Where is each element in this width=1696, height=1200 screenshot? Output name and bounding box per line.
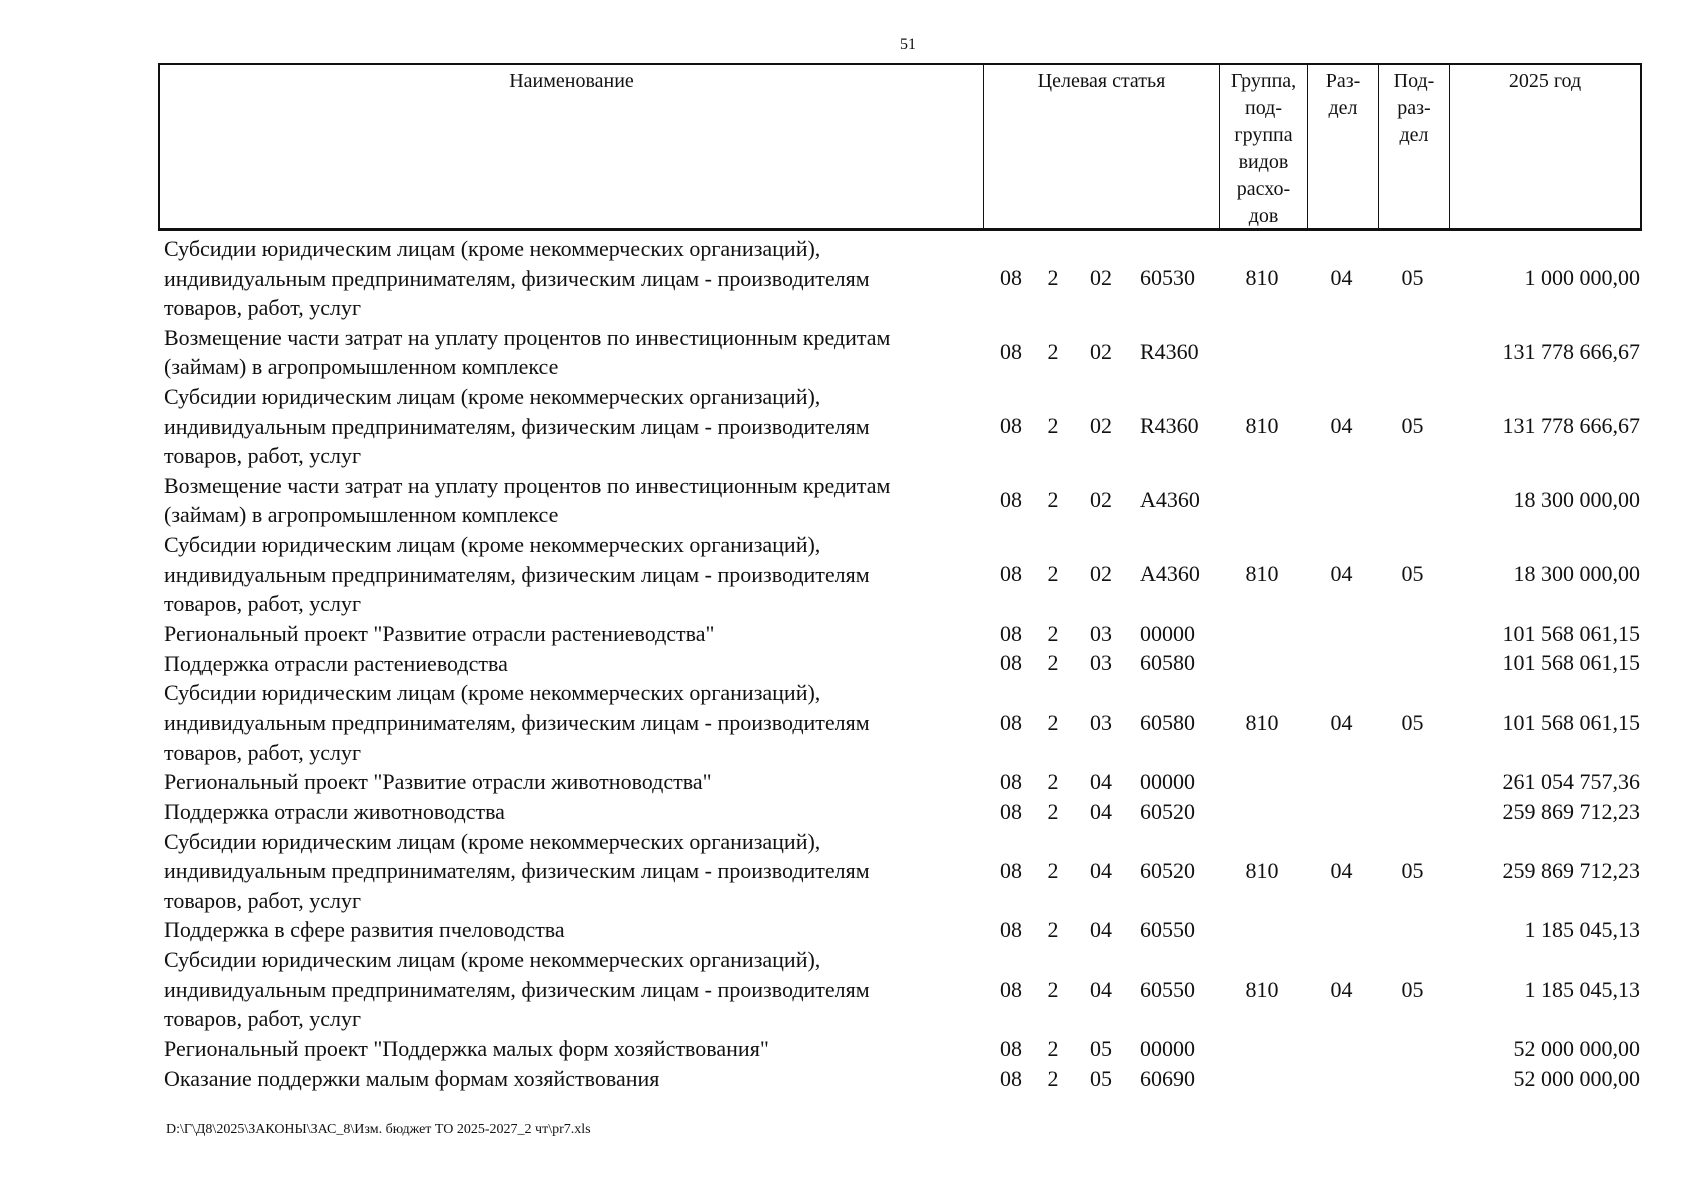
row-name-line: Возмещение части затрат на уплату процентов по инвестиционным кредитам (164, 324, 891, 350)
row-name (158, 382, 974, 471)
row-name-line: товаров, работ, услуг (164, 591, 361, 617)
code-event: 02 (1090, 561, 1112, 587)
code-subprogram: 2 (1047, 976, 1059, 1002)
header-target-article: Целевая статья (984, 65, 1220, 228)
code-direction: 60690 (1140, 1065, 1195, 1091)
code-direction: A4360 (1140, 561, 1200, 587)
page-number: 51 (900, 36, 916, 53)
table-row (158, 530, 1642, 619)
code-event: 03 (1090, 709, 1112, 735)
row-name-line: Субсидии юридическим лицам (кроме некоммерческих организаций), (164, 828, 821, 854)
code-subprogram: 2 (1047, 339, 1059, 365)
row-name-line: Оказание поддержки малым формам хозяйствования (164, 1065, 660, 1091)
code-subprogram: 2 (1047, 858, 1059, 884)
header-group-line: Группа, (1230, 70, 1297, 92)
subsection-code: 05 (1401, 413, 1424, 439)
row-name-line: товаров, работ, услуг (164, 295, 361, 321)
amount-2025: 131 778 666,67 (1502, 413, 1640, 439)
header-subsection-line: Под- (1393, 70, 1435, 92)
code-section: 08 (1000, 709, 1022, 735)
code-subprogram: 2 (1047, 709, 1059, 735)
code-direction: 60580 (1140, 709, 1195, 735)
row-name (158, 471, 974, 530)
row-name (158, 323, 974, 382)
amount-2025: 259 869 712,23 (1502, 858, 1640, 884)
code-section: 08 (1000, 917, 1022, 943)
table-row (158, 1064, 1642, 1094)
row-name-line: Субсидии юридическим лицам (кроме некоммерческих организаций), (164, 383, 821, 409)
table-row (158, 767, 1642, 797)
code-section: 08 (1000, 798, 1022, 824)
row-name (158, 945, 974, 1034)
section-code: 04 (1330, 976, 1353, 1002)
table-row (158, 945, 1642, 1034)
code-event: 05 (1090, 1065, 1112, 1091)
section-code: 04 (1330, 265, 1353, 291)
table-row (158, 649, 1642, 679)
amount-2025: 18 300 000,00 (1513, 561, 1640, 587)
code-event: 03 (1090, 650, 1112, 676)
amount-2025: 52 000 000,00 (1513, 1065, 1640, 1091)
header-subsection-line: раз- (1397, 97, 1431, 119)
code-direction: R4360 (1140, 413, 1199, 439)
row-name-line: (займам) в агропромышленном комплексе (164, 502, 559, 528)
code-direction: 60550 (1140, 917, 1195, 943)
code-event: 02 (1090, 487, 1112, 513)
header-group-line: расхо- (1236, 178, 1291, 200)
code-section: 08 (1000, 265, 1022, 291)
file-path-footer: D:\Г\Д8\2025\ЗАКОНЫ\ЗАС_8\Изм. бюджет ТО 2025-2027_2 чт\pr7.xls (166, 1122, 591, 1137)
code-event: 03 (1090, 620, 1112, 646)
row-name (158, 234, 974, 323)
row-name-line: Региональный проект "Развитие отрасли растениеводства" (164, 620, 715, 646)
header-subsection-line: дел (1399, 124, 1429, 146)
table-row (158, 619, 1642, 649)
row-name-line: индивидуальным предпринимателям, физическим лицам - производителям (164, 413, 870, 439)
code-section: 08 (1000, 413, 1022, 439)
code-section: 08 (1000, 1065, 1022, 1091)
code-subprogram: 2 (1047, 265, 1059, 291)
section-code: 04 (1330, 413, 1353, 439)
row-name-line: Региональный проект "Развитие отрасли животноводства" (164, 769, 712, 795)
header-group-line: дов (1248, 205, 1279, 227)
header-section (1308, 65, 1379, 228)
code-subprogram: 2 (1047, 1036, 1059, 1062)
expense-group: 810 (1245, 709, 1279, 735)
expense-group: 810 (1245, 976, 1279, 1002)
code-subprogram: 2 (1047, 798, 1059, 824)
code-event: 04 (1090, 798, 1112, 824)
code-section: 08 (1000, 487, 1022, 513)
code-event: 02 (1090, 339, 1112, 365)
code-event: 04 (1090, 769, 1112, 795)
code-section: 08 (1000, 620, 1022, 646)
row-name (158, 619, 974, 649)
row-name-line: Субсидии юридическим лицам (кроме некоммерческих организаций), (164, 531, 821, 557)
amount-2025: 101 568 061,15 (1502, 650, 1640, 676)
amount-2025: 101 568 061,15 (1502, 709, 1640, 735)
expense-group: 810 (1245, 413, 1279, 439)
code-subprogram: 2 (1047, 769, 1059, 795)
code-section: 08 (1000, 769, 1022, 795)
amount-2025: 18 300 000,00 (1513, 487, 1640, 513)
section-code: 04 (1330, 561, 1353, 587)
row-name-line: Поддержка отрасли растениеводства (164, 650, 508, 676)
table-header (158, 63, 1642, 231)
row-name (158, 915, 974, 945)
header-name: Наименование (160, 65, 984, 228)
subsection-code: 05 (1401, 265, 1424, 291)
row-name-line: товаров, работ, услуг (164, 739, 361, 765)
code-direction: 00000 (1140, 769, 1195, 795)
row-name-line: товаров, работ, услуг (164, 1006, 361, 1032)
subsection-code: 05 (1401, 561, 1424, 587)
row-name (158, 1064, 974, 1094)
amount-2025: 259 869 712,23 (1502, 798, 1640, 824)
header-section-line: дел (1328, 97, 1358, 119)
code-section: 08 (1000, 1036, 1022, 1062)
amount-2025: 101 568 061,15 (1502, 620, 1640, 646)
table-row (158, 234, 1642, 323)
amount-2025: 1 185 045,13 (1524, 976, 1640, 1002)
row-name-line: Поддержка отрасли животноводства (164, 798, 505, 824)
row-name (158, 678, 974, 767)
code-event: 05 (1090, 1036, 1112, 1062)
row-name-line: Региональный проект "Поддержка малых форм хозяйствования" (164, 1036, 769, 1062)
row-name-line: Субсидии юридическим лицам (кроме некоммерческих организаций), (164, 680, 821, 706)
row-name (158, 827, 974, 916)
code-section: 08 (1000, 858, 1022, 884)
expense-group: 810 (1245, 561, 1279, 587)
row-name (158, 649, 974, 679)
code-direction: 60520 (1140, 798, 1195, 824)
code-subprogram: 2 (1047, 650, 1059, 676)
row-name-line: Субсидии юридическим лицам (кроме некоммерческих организаций), (164, 236, 821, 261)
row-name-line: Субсидии юридическим лицам (кроме некоммерческих организаций), (164, 947, 821, 973)
row-name-line: индивидуальным предпринимателям, физическим лицам - производителям (164, 265, 870, 291)
row-name-line: Поддержка в сфере развития пчеловодства (164, 917, 565, 943)
code-subprogram: 2 (1047, 620, 1059, 646)
row-name-line: товаров, работ, услуг (164, 443, 361, 469)
table-row (158, 1034, 1642, 1064)
row-name-line: индивидуальным предпринимателям, физическим лицам - производителям (164, 709, 870, 735)
section-code: 04 (1330, 709, 1353, 735)
code-section: 08 (1000, 976, 1022, 1002)
header-section-line: Раз- (1325, 70, 1361, 92)
table-row (158, 797, 1642, 827)
row-name (158, 797, 974, 827)
row-name (158, 530, 974, 619)
row-name (158, 767, 974, 797)
row-name (158, 1034, 974, 1064)
section-code: 04 (1330, 858, 1353, 884)
amount-2025: 1 185 045,13 (1524, 917, 1640, 943)
code-subprogram: 2 (1047, 413, 1059, 439)
header-year: 2025 год (1508, 70, 1582, 92)
table-row (158, 382, 1642, 471)
row-name-line: индивидуальным предпринимателям, физическим лицам - производителям (164, 561, 870, 587)
code-direction: 60550 (1140, 976, 1195, 1002)
code-event: 02 (1090, 413, 1112, 439)
code-direction: 60520 (1140, 858, 1195, 884)
code-section: 08 (1000, 339, 1022, 365)
code-event: 02 (1090, 265, 1112, 291)
code-direction: 60580 (1140, 650, 1195, 676)
row-name-line: индивидуальным предпринимателям, физическим лицам - производителям (164, 976, 870, 1002)
code-subprogram: 2 (1047, 917, 1059, 943)
table-row (158, 915, 1642, 945)
amount-2025: 261 054 757,36 (1502, 769, 1640, 795)
header-group-line: видов (1238, 151, 1289, 173)
header-group (1220, 65, 1308, 228)
code-direction: R4360 (1140, 339, 1199, 365)
code-event: 04 (1090, 858, 1112, 884)
amount-2025: 131 778 666,67 (1502, 339, 1640, 365)
code-direction: 00000 (1140, 620, 1195, 646)
code-direction: 00000 (1140, 1036, 1195, 1062)
row-name-line: индивидуальным предпринимателям, физическим лицам - производителям (164, 858, 870, 884)
row-name-line: товаров, работ, услуг (164, 887, 361, 913)
row-name-line: Возмещение части затрат на уплату процентов по инвестиционным кредитам (164, 472, 891, 498)
subsection-code: 05 (1401, 858, 1424, 884)
table-row (158, 471, 1642, 530)
code-subprogram: 2 (1047, 561, 1059, 587)
table-body (158, 234, 1642, 1094)
amount-2025: 52 000 000,00 (1513, 1036, 1640, 1062)
subsection-code: 05 (1401, 976, 1424, 1002)
expense-group: 810 (1245, 265, 1279, 291)
table-row (158, 323, 1642, 382)
code-direction: A4360 (1140, 487, 1200, 513)
header-subsection (1379, 65, 1450, 228)
code-event: 04 (1090, 976, 1112, 1002)
code-section: 08 (1000, 561, 1022, 587)
code-direction: 60530 (1140, 265, 1195, 291)
code-section: 08 (1000, 650, 1022, 676)
amount-2025: 1 000 000,00 (1524, 265, 1640, 291)
code-subprogram: 2 (1047, 1065, 1059, 1091)
code-event: 04 (1090, 917, 1112, 943)
table-row (158, 678, 1642, 767)
subsection-code: 05 (1401, 709, 1424, 735)
expense-group: 810 (1245, 858, 1279, 884)
table-row (158, 827, 1642, 916)
header-group-line: группа (1234, 124, 1293, 146)
row-name-line: (займам) в агропромышленном комплексе (164, 354, 559, 380)
code-subprogram: 2 (1047, 487, 1059, 513)
header-group-line: под- (1245, 97, 1282, 119)
